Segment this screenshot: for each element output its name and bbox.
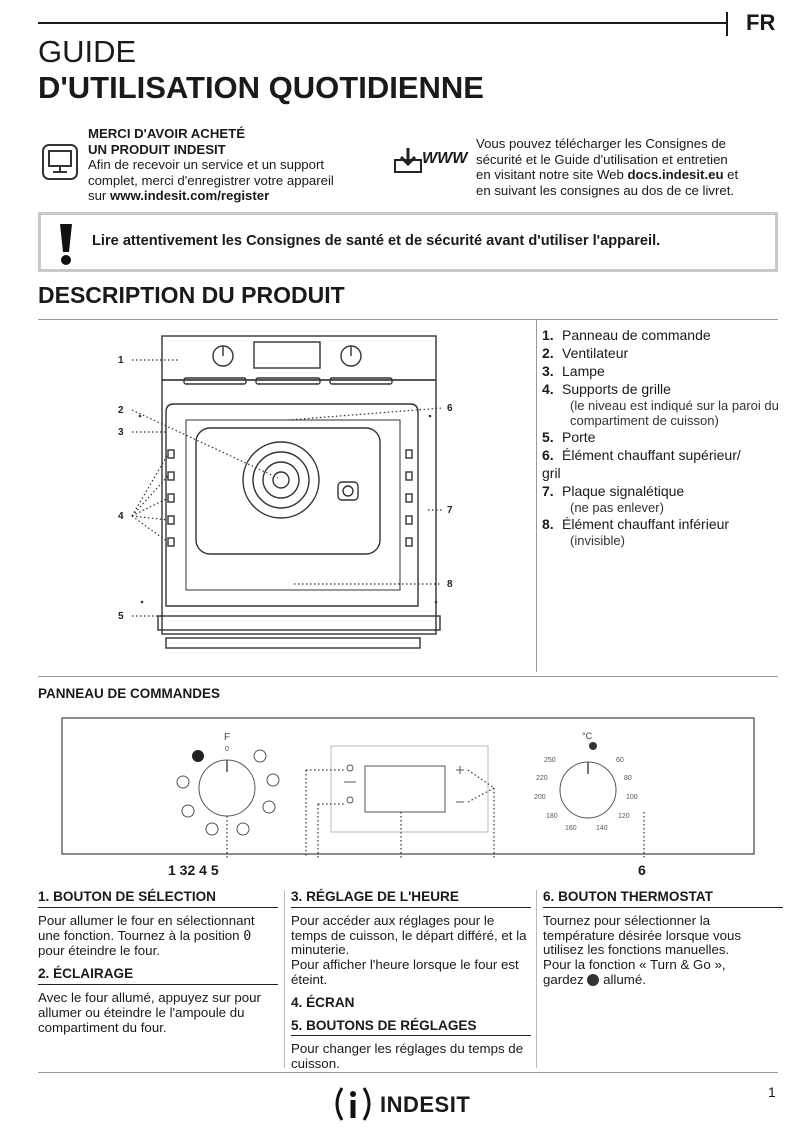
- top-rule: [38, 22, 726, 24]
- brand-wordmark: INDESIT: [380, 1092, 471, 1117]
- thermostat-text: Tournez pour sélectionner la température désirée lorsque vous utilisez les fonctions manuelles.: [543, 912, 742, 958]
- temp-60: 60: [616, 757, 624, 764]
- part-item: [542, 446, 782, 482]
- lamp-button-icon: [347, 765, 353, 771]
- registration-heading-2: UN PRODUIT INDESIT: [88, 141, 226, 157]
- heading-lighting: 2. ÉCLAIRAGE: [38, 967, 278, 985]
- product-section-title: DESCRIPTION DU PRODUIT: [38, 282, 345, 308]
- callout-3: 3: [118, 427, 124, 438]
- control-panel-diagram: [38, 712, 778, 882]
- download-arrow-icon: [394, 146, 422, 174]
- oven-lamp: [338, 482, 358, 500]
- part-item: [542, 380, 782, 428]
- temp-120: 120: [618, 813, 630, 820]
- section-rule: [38, 676, 778, 677]
- function-icon-7: [177, 776, 189, 788]
- download-line4: en suivant les consignes au dos de ce livret.: [476, 182, 735, 198]
- registration-block: [88, 126, 388, 204]
- panel-callouts-left: 1 32 4 5: [168, 862, 219, 878]
- temp-180: 180: [546, 813, 558, 820]
- part-label: Panneau de commande: [562, 327, 711, 343]
- function-icon-6: [182, 805, 194, 817]
- column-divider: [536, 890, 537, 1068]
- function-icon-2: [267, 774, 279, 786]
- panel-callout-right: 6: [638, 862, 646, 878]
- page-number: 1: [768, 1084, 776, 1100]
- part-label: Élément chauffant inférieur: [562, 516, 730, 532]
- function-icon-1: [254, 750, 266, 762]
- knob-label-0: 0: [225, 746, 229, 753]
- part-label: Élément chauffant supérieur/ gril: [542, 447, 741, 481]
- heading-selector-knob: 1. BOUTON DE SÉLECTION: [38, 890, 278, 908]
- setting-buttons-text: Pour changer les réglages du temps de cuisson.: [291, 1041, 524, 1072]
- part-note: (ne pas enlever): [570, 500, 664, 515]
- oven-diagram: [38, 320, 538, 672]
- callout-5: 5: [118, 611, 124, 622]
- column-1: [38, 890, 278, 1035]
- part-num: 3.: [542, 363, 554, 379]
- function-icon-3: [263, 801, 275, 813]
- title-line1: GUIDE: [38, 34, 137, 69]
- callout-8: 8: [447, 579, 453, 590]
- part-label: Lampe: [562, 363, 605, 379]
- control-panel-title: PANNEAU DE COMMANDES: [38, 686, 221, 701]
- part-item: [542, 362, 782, 380]
- column-divider: [284, 890, 285, 1068]
- callout-4: 4: [118, 511, 124, 522]
- turn-and-go-text: [543, 958, 783, 988]
- callout-1: 1: [118, 355, 124, 366]
- download-www-icon: [394, 146, 470, 174]
- parts-list: [542, 326, 782, 548]
- clock-text-2: Pour afficher l'heure lorsque le four est éteint.: [291, 957, 519, 987]
- turn-and-go-line1: Pour la fonction « Turn & Go »,: [543, 957, 726, 973]
- computer-monitor-icon: [42, 144, 78, 180]
- turn-and-go-on: allumé.: [603, 971, 646, 987]
- language-code: FR: [746, 10, 776, 35]
- fan-cover: [243, 442, 319, 518]
- heading-setting-buttons: 5. BOUTONS DE RÉGLAGES: [291, 1019, 531, 1037]
- part-item: [542, 344, 782, 362]
- part-item: [542, 515, 782, 548]
- heading-display: 4. ÉCRAN: [291, 994, 355, 1010]
- callout-2: 2: [118, 405, 124, 416]
- part-item: [542, 482, 782, 515]
- part-num: 5.: [542, 429, 554, 445]
- temp-140: 140: [596, 825, 608, 832]
- part-item: [542, 326, 782, 344]
- download-url[interactable]: docs.indesit.eu: [627, 167, 724, 182]
- temp-250: 250: [544, 757, 556, 764]
- oven-door: [158, 616, 440, 630]
- part-num: 7.: [542, 483, 554, 499]
- part-label: Porte: [562, 429, 596, 445]
- temp-100: 100: [626, 794, 638, 801]
- oven-body: [162, 380, 436, 634]
- turn-and-go-icon: [587, 974, 599, 986]
- part-label: Plaque signalétique: [562, 483, 685, 499]
- registration-body-3: [88, 188, 388, 204]
- thermostat-unit: °C: [582, 731, 593, 741]
- part-note: (invisible): [570, 533, 625, 548]
- indesit-logo-mark: [330, 1084, 376, 1124]
- download-line1: Vous pouvez télécharger les Consignes de: [476, 136, 726, 151]
- registration-prefix: sur: [88, 188, 110, 203]
- download-line3-prefix: en visitant notre site Web: [476, 167, 628, 182]
- heading-clock-setting: 3. RÉGLAGE DE L'HEURE: [291, 890, 531, 908]
- turn-and-go-keep: gardez: [543, 971, 584, 987]
- download-block: [476, 136, 776, 198]
- download-line2: sécurité et le Guide d'utilisation et entretien: [476, 151, 728, 167]
- oven-display: [254, 342, 320, 368]
- callout-7: 7: [447, 505, 453, 516]
- turn-and-go-icon: [589, 742, 597, 750]
- registration-url[interactable]: www.indesit.com/register: [109, 188, 270, 203]
- selector-text: [38, 914, 278, 959]
- knob-label-F: F: [224, 732, 231, 743]
- warning-text: Lire attentivement les Consignes de santé et de sécurité avant d'utiliser l'appareil.: [92, 233, 661, 249]
- download-line3-suffix: et: [723, 167, 739, 182]
- part-num: 8.: [542, 516, 554, 532]
- function-icon-5: [206, 823, 218, 835]
- column-2: [291, 890, 531, 1072]
- diagram-divider: [536, 320, 537, 672]
- clock-text: Pour accéder aux réglages pour le temps de cuisson, le départ différé, et la minuterie.: [291, 912, 527, 958]
- temp-200: 200: [534, 794, 546, 801]
- part-num: 6.: [542, 447, 554, 463]
- callout-6: 6: [447, 403, 453, 414]
- part-note: (le niveau est indiqué sur la paroi du compartiment de cuisson): [570, 398, 779, 428]
- part-label: Supports de grille: [562, 381, 671, 397]
- part-item: [542, 428, 782, 446]
- footer-rule: [38, 1072, 778, 1073]
- indesit-logo: [330, 1084, 490, 1124]
- display-screen: [365, 766, 445, 812]
- column-3: [543, 890, 783, 988]
- www-label: WWW: [422, 150, 468, 167]
- temp-80: 80: [624, 775, 632, 782]
- selector-text-main: Pour allumer le four en sélectionnant une fonction. Tournez à la position: [38, 912, 255, 943]
- heading-thermostat: 6. BOUTON THERMOSTAT: [543, 890, 783, 908]
- registration-heading-1: MERCI D'AVOIR ACHETÉ: [88, 126, 245, 141]
- registration-body-2: complet, merci d'enregistrer votre appareil: [88, 172, 334, 188]
- temp-160: 160: [565, 825, 577, 832]
- exclamation-icon: [54, 222, 78, 266]
- registration-body-1: Afin de recevoir un service et un support: [88, 157, 325, 172]
- part-num: 4.: [542, 381, 554, 397]
- part-num: 1.: [542, 327, 554, 343]
- function-icon-4: [237, 823, 249, 835]
- part-num: 2.: [542, 345, 554, 361]
- part-label: Ventilateur: [562, 345, 629, 361]
- selector-text-end: pour éteindre le four.: [38, 943, 160, 959]
- lighting-text: Avec le four allumé, appuyez sur pour allumer ou éteindre le l'ampoule du compartiment du four.: [38, 989, 261, 1035]
- timer-button-icon: [347, 797, 353, 803]
- zero-position-glyph: 0: [243, 928, 252, 944]
- fan-function-icon: [192, 750, 204, 762]
- top-rule-tick: [726, 12, 728, 36]
- title-line2: D'UTILISATION QUOTIDIENNE: [38, 70, 484, 105]
- temp-220: 220: [536, 775, 548, 782]
- download-line3: [476, 167, 776, 183]
